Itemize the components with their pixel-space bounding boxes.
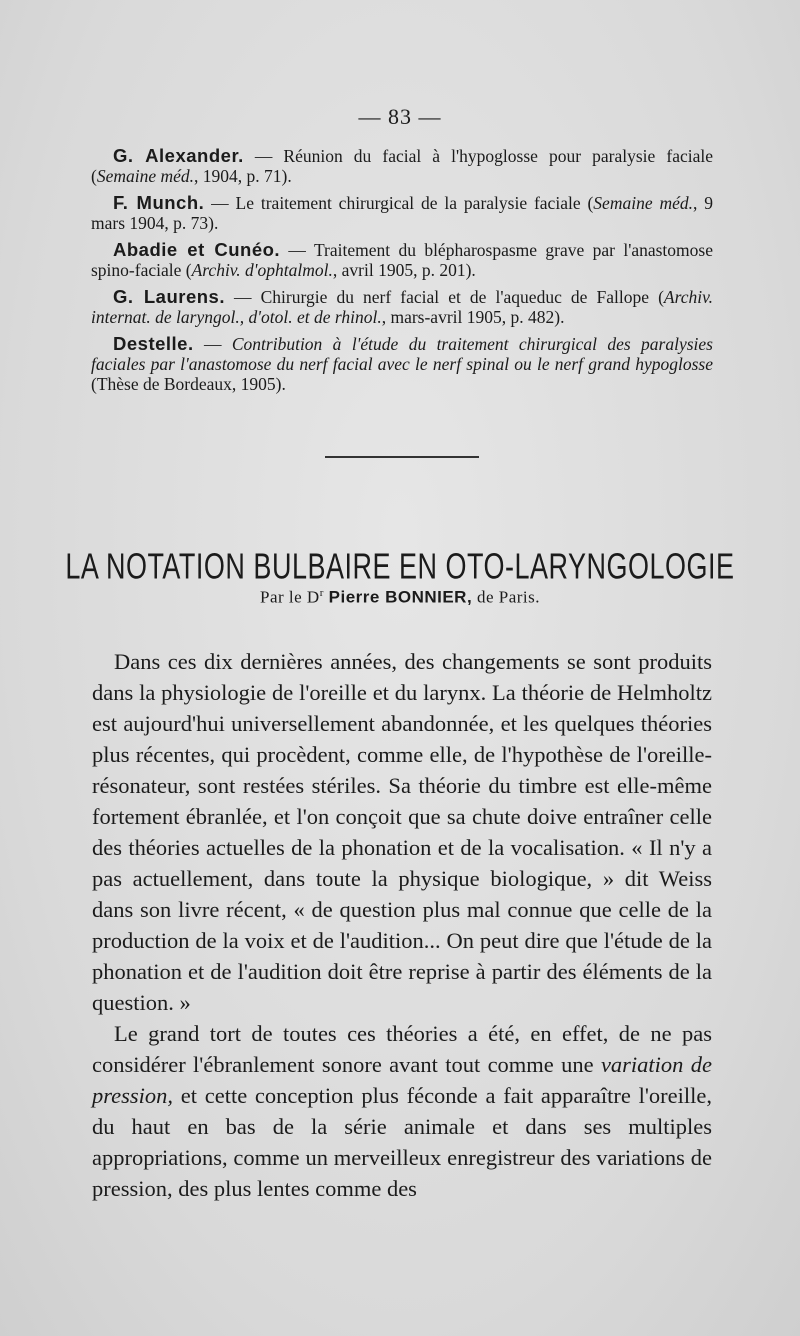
reference-item xyxy=(91,240,713,280)
reference-author: G. Alexander. xyxy=(113,145,244,166)
byline xyxy=(0,587,800,608)
reference-text: — Traitement du blépharospasme grave par l'anastomose spino-faciale ( xyxy=(91,240,713,280)
article-body xyxy=(92,646,712,1204)
byline-author: Pierre BONNIER, xyxy=(328,587,473,607)
reference-text: — xyxy=(193,334,232,354)
reference-tail: , avril 1905, p. 201). xyxy=(332,260,476,280)
reference-journal: Semaine méd. xyxy=(96,166,195,186)
body-paragraph xyxy=(92,1018,712,1204)
reference-journal: Semaine méd. xyxy=(593,193,693,213)
reference-author: G. Laurens. xyxy=(113,286,225,307)
reference-tail: , 9 mars 1904, p. 73). xyxy=(91,193,713,233)
paragraph-text: Dans ces dix dernières années, des changements se sont produits dans la physiologie de l'oreille et du larynx. La théorie de Helmholtz est aujourd'hui universellement abandonnée, et les quelques théories plus récentes, qui procèdent, comme elle, de l'hypothèse de l'oreille-résonateur, sont restées stériles. Sa théorie du timbre est elle-même fortement ébranlée, et l'on conçoit que sa chute doive entraîner celle des théories actuelles de la phonation et de la vocalisation. « Il n'y a pas actuellement, dans toute la physique biologique, » dit Weiss dans son livre récent, « de question plus mal connue que celle de la production de la voix et de l'audition... On peut dire que l'étude de la phonation et de l'audition doit être reprise à partir des éléments de la question. » xyxy=(92,649,712,1015)
reference-tail: , mars-avril 1905, p. 482). xyxy=(381,307,565,327)
reference-item xyxy=(91,193,713,233)
reference-item xyxy=(91,287,713,327)
reference-text: — Le traitement chirurgical de la paralysie faciale ( xyxy=(204,193,594,213)
byline-sup: r xyxy=(319,587,324,599)
byline-prefix: Par le D xyxy=(260,587,320,607)
reference-list xyxy=(91,146,713,401)
reference-text: — Chirurgie du nerf facial et de l'aqueduc de Fallope ( xyxy=(224,287,664,307)
byline-suffix: de Paris. xyxy=(472,587,540,607)
reference-author: F. Munch. xyxy=(113,192,205,213)
reference-author: Destelle. xyxy=(113,333,194,354)
paragraph-text: Le grand tort de toutes ces théories a été, en effet, de ne pas considérer l'ébranlement sonore avant tout comme une xyxy=(92,1021,712,1077)
article-title: LA NOTATION BULBAIRE EN OTO-LARYNGOLOGIE xyxy=(65,546,735,587)
reference-text: — Réunion du facial à l'hypoglosse pour paralysie faciale ( xyxy=(91,146,713,186)
reference-tail: (Thèse de Bordeaux, 1905). xyxy=(91,374,286,394)
reference-tail: , 1904, p. 71). xyxy=(194,166,292,186)
paragraph-text-after: et cette conception plus féconde a fait apparaître l'oreille, du haut en bas de la série animale et dans ses multiples appropriations, comme un merveilleux enregistreur des variations de pression, des plus lentes comme des xyxy=(92,1083,712,1201)
reference-journal: Contribution à l'étude du traitement chirurgical des paralysies faciales par l'anastomose du nerf facial avec le nerf spinal ou le nerf grand hypoglosse xyxy=(91,334,713,374)
reference-item xyxy=(91,334,713,394)
reference-journal: Archiv. d'ophtalmol. xyxy=(191,260,333,280)
reference-journal: Archiv. internat. de laryngol., d'otol. et de rhinol. xyxy=(91,287,713,327)
reference-author: Abadie et Cunéo. xyxy=(113,239,281,260)
section-divider xyxy=(325,456,479,458)
page-number: — 83 — xyxy=(358,104,442,129)
paragraph-italic: variation de pression, xyxy=(92,1052,713,1108)
body-paragraph xyxy=(92,646,712,1018)
reference-item xyxy=(91,146,713,186)
